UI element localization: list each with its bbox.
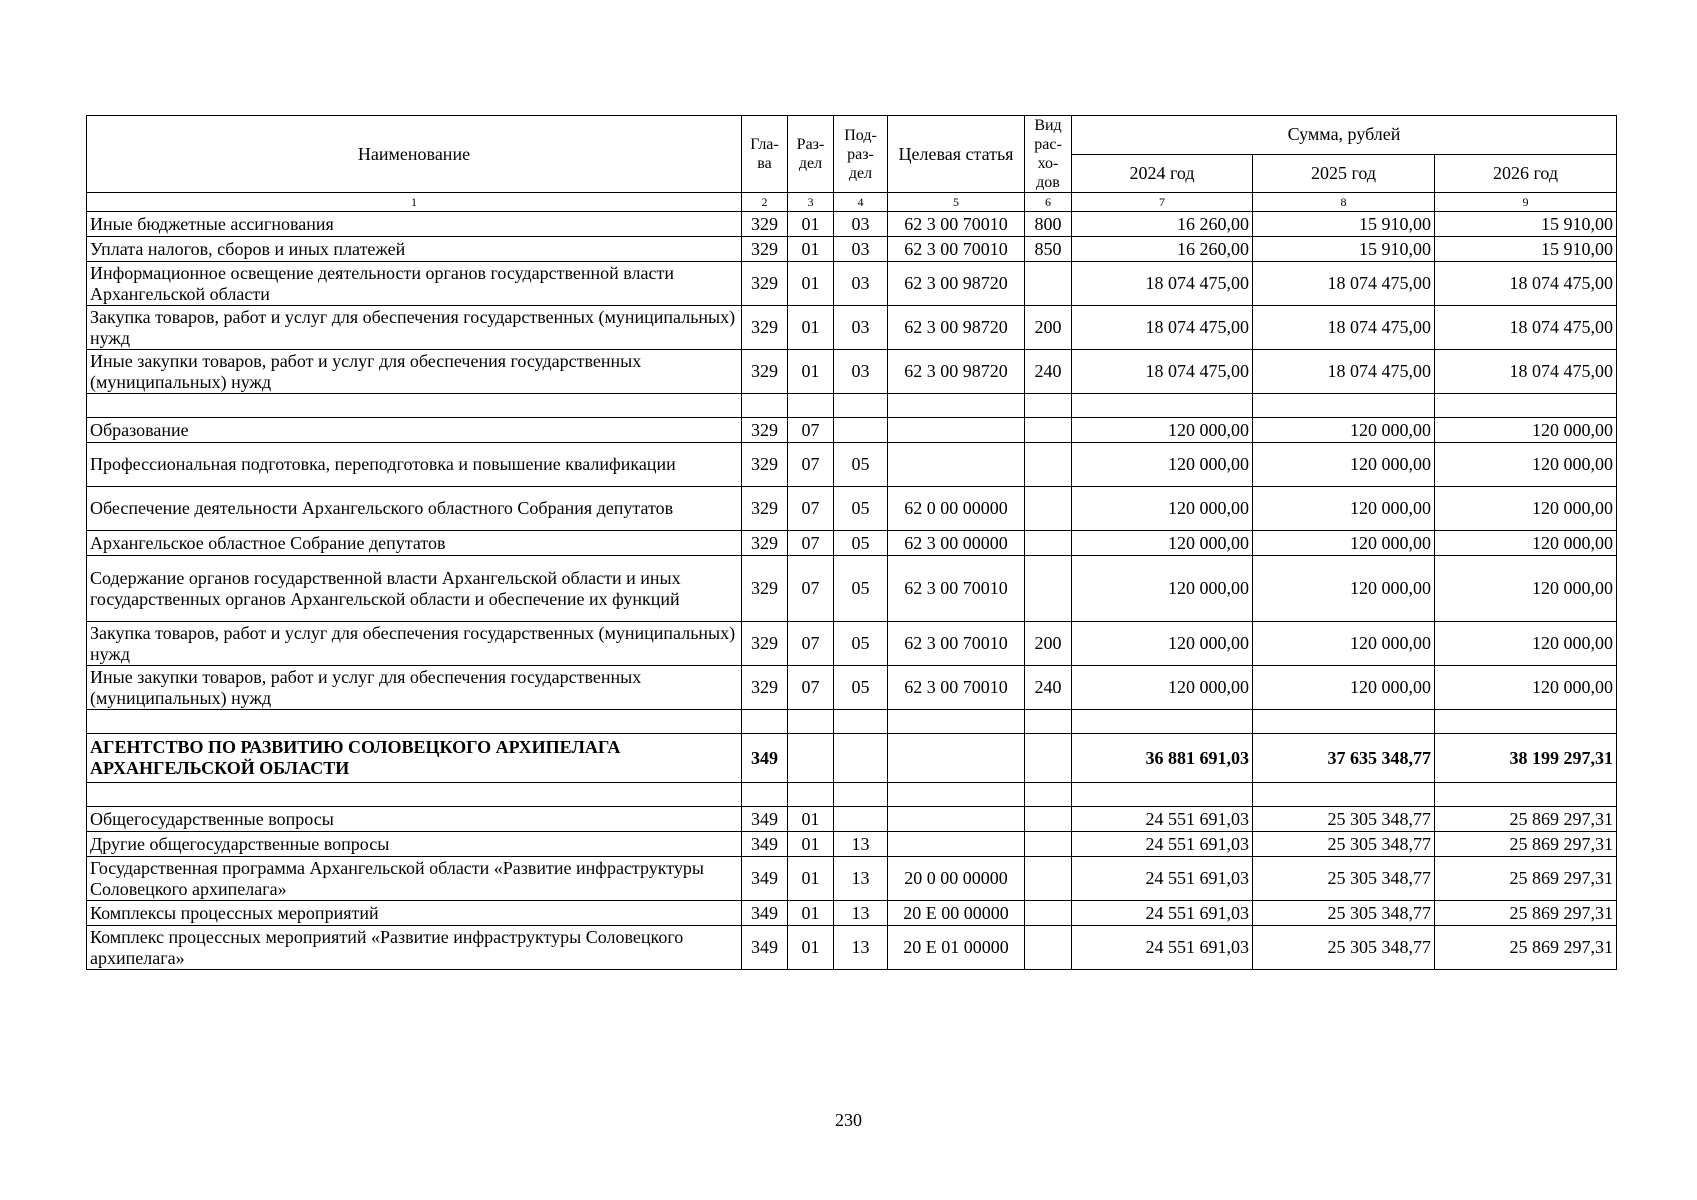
row-celevaya: 20 0 00 00000 bbox=[888, 857, 1025, 901]
empty-cell bbox=[1072, 710, 1253, 734]
row-celevaya: 62 3 00 70010 bbox=[888, 212, 1025, 237]
column-number: 4 bbox=[834, 193, 888, 212]
row-glava: 329 bbox=[742, 531, 788, 556]
table-header bbox=[87, 116, 1617, 212]
row-vid bbox=[1025, 487, 1072, 531]
empty-cell bbox=[1435, 394, 1617, 418]
row-name: Закупка товаров, работ и услуг для обеспечения государственных (муниципальных) нужд bbox=[87, 306, 742, 350]
row-vid: 240 bbox=[1025, 350, 1072, 394]
row-name: Архангельское областное Собрание депутатов bbox=[87, 531, 742, 556]
header-glava: Гла-ва bbox=[742, 116, 788, 193]
header-celevaya: Целевая статья bbox=[888, 116, 1025, 193]
row-name: Профессиональная подготовка, переподготовка и повышение квалификации bbox=[87, 443, 742, 487]
row-razdel: 01 bbox=[788, 926, 834, 970]
row-glava: 329 bbox=[742, 666, 788, 710]
row-name: Иные закупки товаров, работ и услуг для обеспечения государственных (муниципальных) нужд bbox=[87, 666, 742, 710]
row-glava: 329 bbox=[742, 262, 788, 306]
header-name: Наименование bbox=[87, 116, 742, 193]
row-razdel: 07 bbox=[788, 487, 834, 531]
row-amount-2026: 15 910,00 bbox=[1435, 237, 1617, 262]
row-glava: 349 bbox=[742, 734, 788, 783]
row-amount-2025: 120 000,00 bbox=[1253, 443, 1435, 487]
row-vid bbox=[1025, 857, 1072, 901]
row-vid: 800 bbox=[1025, 212, 1072, 237]
row-amount-2026: 120 000,00 bbox=[1435, 531, 1617, 556]
row-vid: 240 bbox=[1025, 666, 1072, 710]
column-number: 6 bbox=[1025, 193, 1072, 212]
row-glava: 349 bbox=[742, 926, 788, 970]
row-amount-2026: 120 000,00 bbox=[1435, 418, 1617, 443]
table-row bbox=[87, 212, 1617, 237]
table-row bbox=[87, 622, 1617, 666]
row-vid bbox=[1025, 556, 1072, 622]
row-celevaya bbox=[888, 734, 1025, 783]
row-amount-2025: 120 000,00 bbox=[1253, 418, 1435, 443]
row-celevaya: 62 0 00 00000 bbox=[888, 487, 1025, 531]
row-amount-2024: 18 074 475,00 bbox=[1072, 306, 1253, 350]
row-celevaya: 62 3 00 70010 bbox=[888, 237, 1025, 262]
row-celevaya: 62 3 00 70010 bbox=[888, 556, 1025, 622]
empty-cell bbox=[834, 710, 888, 734]
row-razdel: 01 bbox=[788, 237, 834, 262]
row-glava: 349 bbox=[742, 901, 788, 926]
row-glava: 329 bbox=[742, 237, 788, 262]
empty-cell bbox=[834, 783, 888, 807]
row-celevaya: 62 3 00 70010 bbox=[888, 666, 1025, 710]
row-amount-2024: 120 000,00 bbox=[1072, 443, 1253, 487]
row-name: Содержание органов государственной власти Архангельской области и иных государственных органов Архангельской области и обеспечение их функций bbox=[87, 556, 742, 622]
empty-cell bbox=[1435, 710, 1617, 734]
table-row bbox=[87, 487, 1617, 531]
row-amount-2025: 18 074 475,00 bbox=[1253, 262, 1435, 306]
table-row bbox=[87, 531, 1617, 556]
table-row bbox=[87, 350, 1617, 394]
row-razdel: 01 bbox=[788, 807, 834, 832]
row-amount-2025: 37 635 348,77 bbox=[1253, 734, 1435, 783]
row-celevaya: 62 3 00 00000 bbox=[888, 531, 1025, 556]
row-amount-2025: 25 305 348,77 bbox=[1253, 901, 1435, 926]
row-razdel: 07 bbox=[788, 622, 834, 666]
empty-cell bbox=[1253, 394, 1435, 418]
row-glava: 329 bbox=[742, 443, 788, 487]
table-row bbox=[87, 807, 1617, 832]
row-name: Иные бюджетные ассигнования bbox=[87, 212, 742, 237]
row-vid: 200 bbox=[1025, 306, 1072, 350]
row-podrazdel: 05 bbox=[834, 487, 888, 531]
row-celevaya: 62 3 00 98720 bbox=[888, 262, 1025, 306]
row-amount-2026: 120 000,00 bbox=[1435, 666, 1617, 710]
row-amount-2026: 18 074 475,00 bbox=[1435, 306, 1617, 350]
header-vid: Вид рас-хо-дов bbox=[1025, 116, 1072, 193]
row-amount-2026: 25 869 297,31 bbox=[1435, 857, 1617, 901]
row-podrazdel: 13 bbox=[834, 832, 888, 857]
empty-cell bbox=[742, 710, 788, 734]
row-amount-2024: 120 000,00 bbox=[1072, 418, 1253, 443]
row-amount-2024: 16 260,00 bbox=[1072, 237, 1253, 262]
row-vid bbox=[1025, 443, 1072, 487]
empty-cell bbox=[1072, 394, 1253, 418]
row-amount-2025: 120 000,00 bbox=[1253, 622, 1435, 666]
empty-cell bbox=[888, 394, 1025, 418]
row-celevaya bbox=[888, 807, 1025, 832]
column-number: 7 bbox=[1072, 193, 1253, 212]
table-row bbox=[87, 556, 1617, 622]
row-amount-2024: 36 881 691,03 bbox=[1072, 734, 1253, 783]
empty-cell bbox=[87, 710, 742, 734]
row-razdel: 07 bbox=[788, 666, 834, 710]
column-number: 5 bbox=[888, 193, 1025, 212]
row-amount-2026: 18 074 475,00 bbox=[1435, 262, 1617, 306]
header-year-2025: 2025 год bbox=[1253, 154, 1435, 193]
row-amount-2024: 16 260,00 bbox=[1072, 212, 1253, 237]
row-amount-2025: 15 910,00 bbox=[1253, 212, 1435, 237]
empty-cell bbox=[1253, 783, 1435, 807]
row-vid bbox=[1025, 262, 1072, 306]
row-name: Комплекс процессных мероприятий «Развитие инфраструктуры Соловецкого архипелага» bbox=[87, 926, 742, 970]
row-name: Закупка товаров, работ и услуг для обеспечения государственных (муниципальных) нужд bbox=[87, 622, 742, 666]
row-podrazdel: 13 bbox=[834, 857, 888, 901]
row-razdel: 01 bbox=[788, 901, 834, 926]
row-amount-2025: 120 000,00 bbox=[1253, 556, 1435, 622]
row-amount-2026: 120 000,00 bbox=[1435, 622, 1617, 666]
row-amount-2025: 25 305 348,77 bbox=[1253, 926, 1435, 970]
row-amount-2025: 120 000,00 bbox=[1253, 487, 1435, 531]
column-number: 9 bbox=[1435, 193, 1617, 212]
row-vid bbox=[1025, 807, 1072, 832]
row-celevaya bbox=[888, 418, 1025, 443]
row-glava: 349 bbox=[742, 832, 788, 857]
table-row bbox=[87, 857, 1617, 901]
row-podrazdel: 05 bbox=[834, 622, 888, 666]
row-podrazdel bbox=[834, 734, 888, 783]
row-amount-2024: 24 551 691,03 bbox=[1072, 901, 1253, 926]
row-podrazdel: 05 bbox=[834, 443, 888, 487]
spacer-row bbox=[87, 394, 1617, 418]
row-amount-2024: 24 551 691,03 bbox=[1072, 832, 1253, 857]
header-podrazdel: Под-раз-дел bbox=[834, 116, 888, 193]
row-name: Информационное освещение деятельности органов государственной власти Архангельской области bbox=[87, 262, 742, 306]
row-name: Иные закупки товаров, работ и услуг для обеспечения государственных (муниципальных) нужд bbox=[87, 350, 742, 394]
row-razdel: 07 bbox=[788, 443, 834, 487]
empty-cell bbox=[1072, 783, 1253, 807]
row-name: АГЕНТСТВО ПО РАЗВИТИЮ СОЛОВЕЦКОГО АРХИПЕЛАГА АРХАНГЕЛЬСКОЙ ОБЛАСТИ bbox=[87, 734, 742, 783]
empty-cell bbox=[87, 783, 742, 807]
row-amount-2026: 25 869 297,31 bbox=[1435, 901, 1617, 926]
row-razdel: 01 bbox=[788, 350, 834, 394]
row-vid: 850 bbox=[1025, 237, 1072, 262]
row-vid: 200 bbox=[1025, 622, 1072, 666]
table-row bbox=[87, 832, 1617, 857]
row-amount-2024: 120 000,00 bbox=[1072, 531, 1253, 556]
row-podrazdel: 03 bbox=[834, 237, 888, 262]
empty-cell bbox=[742, 394, 788, 418]
row-name: Другие общегосударственные вопросы bbox=[87, 832, 742, 857]
row-amount-2024: 120 000,00 bbox=[1072, 487, 1253, 531]
empty-cell bbox=[1025, 783, 1072, 807]
table-body bbox=[87, 212, 1617, 970]
table-row bbox=[87, 443, 1617, 487]
row-amount-2025: 120 000,00 bbox=[1253, 531, 1435, 556]
row-razdel: 01 bbox=[788, 262, 834, 306]
column-number-row bbox=[87, 193, 1617, 212]
row-podrazdel: 05 bbox=[834, 531, 888, 556]
row-glava: 329 bbox=[742, 306, 788, 350]
empty-cell bbox=[1253, 710, 1435, 734]
table-row bbox=[87, 926, 1617, 970]
empty-cell bbox=[1025, 710, 1072, 734]
column-number: 3 bbox=[788, 193, 834, 212]
row-razdel: 01 bbox=[788, 306, 834, 350]
row-celevaya: 62 3 00 98720 bbox=[888, 306, 1025, 350]
header-year-2024: 2024 год bbox=[1072, 154, 1253, 193]
row-razdel: 01 bbox=[788, 857, 834, 901]
table-row bbox=[87, 237, 1617, 262]
row-amount-2024: 24 551 691,03 bbox=[1072, 926, 1253, 970]
row-amount-2024: 18 074 475,00 bbox=[1072, 350, 1253, 394]
row-amount-2026: 18 074 475,00 bbox=[1435, 350, 1617, 394]
row-glava: 329 bbox=[742, 418, 788, 443]
table-row bbox=[87, 262, 1617, 306]
empty-cell bbox=[1025, 394, 1072, 418]
column-number: 1 bbox=[87, 193, 742, 212]
row-name: Государственная программа Архангельской области «Развитие инфраструктуры Соловецкого архипелага» bbox=[87, 857, 742, 901]
spacer-row bbox=[87, 710, 1617, 734]
row-amount-2024: 120 000,00 bbox=[1072, 666, 1253, 710]
empty-cell bbox=[834, 394, 888, 418]
page-number: 230 bbox=[835, 1110, 862, 1130]
empty-cell bbox=[788, 783, 834, 807]
row-celevaya bbox=[888, 832, 1025, 857]
row-amount-2025: 25 305 348,77 bbox=[1253, 807, 1435, 832]
row-celevaya bbox=[888, 443, 1025, 487]
row-amount-2025: 25 305 348,77 bbox=[1253, 832, 1435, 857]
row-podrazdel: 05 bbox=[834, 556, 888, 622]
table-row bbox=[87, 306, 1617, 350]
row-glava: 329 bbox=[742, 622, 788, 666]
table-row bbox=[87, 666, 1617, 710]
row-amount-2026: 25 869 297,31 bbox=[1435, 807, 1617, 832]
row-vid bbox=[1025, 926, 1072, 970]
empty-cell bbox=[1435, 783, 1617, 807]
row-podrazdel: 03 bbox=[834, 350, 888, 394]
row-podrazdel bbox=[834, 807, 888, 832]
empty-cell bbox=[888, 710, 1025, 734]
row-podrazdel: 13 bbox=[834, 926, 888, 970]
row-amount-2026: 25 869 297,31 bbox=[1435, 926, 1617, 970]
row-glava: 349 bbox=[742, 807, 788, 832]
empty-cell bbox=[788, 394, 834, 418]
row-podrazdel bbox=[834, 418, 888, 443]
header-year-2026: 2026 год bbox=[1435, 154, 1617, 193]
row-glava: 329 bbox=[742, 556, 788, 622]
row-razdel: 01 bbox=[788, 212, 834, 237]
row-celevaya: 20 Е 00 00000 bbox=[888, 901, 1025, 926]
row-amount-2025: 15 910,00 bbox=[1253, 237, 1435, 262]
row-razdel: 07 bbox=[788, 418, 834, 443]
empty-cell bbox=[87, 394, 742, 418]
row-amount-2025: 18 074 475,00 bbox=[1253, 350, 1435, 394]
row-name: Образование bbox=[87, 418, 742, 443]
row-vid bbox=[1025, 418, 1072, 443]
empty-cell bbox=[888, 783, 1025, 807]
column-number: 8 bbox=[1253, 193, 1435, 212]
row-amount-2024: 24 551 691,03 bbox=[1072, 857, 1253, 901]
row-razdel: 07 bbox=[788, 531, 834, 556]
row-razdel: 07 bbox=[788, 556, 834, 622]
spacer-row bbox=[87, 783, 1617, 807]
row-name: Обеспечение деятельности Архангельского областного Собрания депутатов bbox=[87, 487, 742, 531]
row-amount-2024: 120 000,00 bbox=[1072, 622, 1253, 666]
row-vid bbox=[1025, 531, 1072, 556]
row-podrazdel: 03 bbox=[834, 306, 888, 350]
header-razdel: Раз-дел bbox=[788, 116, 834, 193]
empty-cell bbox=[788, 710, 834, 734]
row-name: Уплата налогов, сборов и иных платежей bbox=[87, 237, 742, 262]
row-glava: 349 bbox=[742, 857, 788, 901]
row-amount-2025: 18 074 475,00 bbox=[1253, 306, 1435, 350]
row-amount-2024: 24 551 691,03 bbox=[1072, 807, 1253, 832]
column-number: 2 bbox=[742, 193, 788, 212]
row-amount-2026: 15 910,00 bbox=[1435, 212, 1617, 237]
row-vid bbox=[1025, 832, 1072, 857]
table-row bbox=[87, 418, 1617, 443]
empty-cell bbox=[742, 783, 788, 807]
row-name: Комплексы процессных мероприятий bbox=[87, 901, 742, 926]
row-amount-2025: 120 000,00 bbox=[1253, 666, 1435, 710]
row-glava: 329 bbox=[742, 350, 788, 394]
header-summa: Сумма, рублей bbox=[1072, 116, 1617, 155]
row-amount-2026: 120 000,00 bbox=[1435, 556, 1617, 622]
row-glava: 329 bbox=[742, 487, 788, 531]
row-amount-2026: 120 000,00 bbox=[1435, 443, 1617, 487]
row-glava: 329 bbox=[742, 212, 788, 237]
row-vid bbox=[1025, 901, 1072, 926]
row-celevaya: 62 3 00 70010 bbox=[888, 622, 1025, 666]
row-amount-2024: 120 000,00 bbox=[1072, 556, 1253, 622]
row-razdel bbox=[788, 734, 834, 783]
table-row bbox=[87, 901, 1617, 926]
row-name: Общегосударственные вопросы bbox=[87, 807, 742, 832]
row-amount-2024: 18 074 475,00 bbox=[1072, 262, 1253, 306]
row-podrazdel: 13 bbox=[834, 901, 888, 926]
row-vid bbox=[1025, 734, 1072, 783]
row-amount-2026: 25 869 297,31 bbox=[1435, 832, 1617, 857]
row-podrazdel: 03 bbox=[834, 212, 888, 237]
row-celevaya: 62 3 00 98720 bbox=[888, 350, 1025, 394]
row-amount-2026: 38 199 297,31 bbox=[1435, 734, 1617, 783]
row-razdel: 01 bbox=[788, 832, 834, 857]
budget-table bbox=[86, 115, 1617, 970]
row-celevaya: 20 Е 01 00000 bbox=[888, 926, 1025, 970]
table-row bbox=[87, 734, 1617, 783]
row-podrazdel: 03 bbox=[834, 262, 888, 306]
row-amount-2025: 25 305 348,77 bbox=[1253, 857, 1435, 901]
row-amount-2026: 120 000,00 bbox=[1435, 487, 1617, 531]
row-podrazdel: 05 bbox=[834, 666, 888, 710]
